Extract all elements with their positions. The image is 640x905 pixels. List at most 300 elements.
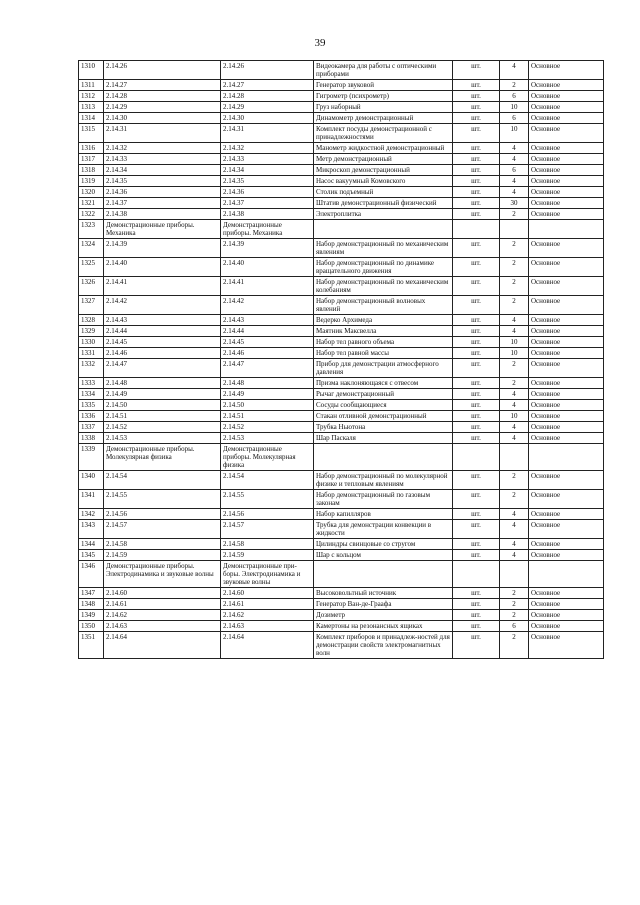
table-row <box>79 599 604 610</box>
type-cell: Основное <box>529 610 604 621</box>
unit-cell: шт. <box>453 113 500 124</box>
unit-cell: шт. <box>453 348 500 359</box>
row-number-cell: 1351 <box>79 632 104 659</box>
row-number-cell: 1328 <box>79 315 104 326</box>
unit-cell <box>453 444 500 471</box>
unit-cell: шт. <box>453 490 500 509</box>
quantity-cell: 2 <box>500 610 529 621</box>
type-cell: Основное <box>529 471 604 490</box>
quantity-cell: 2 <box>500 277 529 296</box>
code-cell: 2.14.47 <box>104 359 221 378</box>
code-cell: 2.14.29 <box>104 102 221 113</box>
code-dup-cell: 2.14.58 <box>221 539 314 550</box>
row-number-cell: 1325 <box>79 258 104 277</box>
table-row <box>79 143 604 154</box>
item-name-cell: Трубка Ньютона <box>314 422 453 433</box>
quantity-cell: 2 <box>500 471 529 490</box>
row-number-cell: 1322 <box>79 209 104 220</box>
item-name-cell: Набор демонстрационный волновых явлений <box>314 296 453 315</box>
item-name-cell: Маятник Максвелла <box>314 326 453 337</box>
row-number-cell: 1310 <box>79 61 104 80</box>
quantity-cell: 30 <box>500 198 529 209</box>
table-row <box>79 337 604 348</box>
table-row <box>79 378 604 389</box>
code-dup-cell: 2.14.47 <box>221 359 314 378</box>
quantity-cell: 2 <box>500 599 529 610</box>
code-cell: 2.14.46 <box>104 348 221 359</box>
type-cell: Основное <box>529 277 604 296</box>
row-number-cell: 1344 <box>79 539 104 550</box>
quantity-cell: 4 <box>500 315 529 326</box>
row-number-cell: 1330 <box>79 337 104 348</box>
table-row <box>79 209 604 220</box>
item-name-cell: Комплект приборов и принадлеж-ностей для демонстрации свойств электромагнитных волн <box>314 632 453 659</box>
unit-cell: шт. <box>453 378 500 389</box>
unit-cell: шт. <box>453 610 500 621</box>
type-cell <box>529 561 604 588</box>
code-dup-cell: 2.14.55 <box>221 490 314 509</box>
table-row <box>79 433 604 444</box>
table-row <box>79 444 604 471</box>
unit-cell: шт. <box>453 599 500 610</box>
unit-cell: шт. <box>453 621 500 632</box>
row-number-cell: 1349 <box>79 610 104 621</box>
item-name-cell: Набор демонстрационный по динамике вращательного движения <box>314 258 453 277</box>
table-row <box>79 124 604 143</box>
quantity-cell: 10 <box>500 348 529 359</box>
unit-cell: шт. <box>453 143 500 154</box>
unit-cell <box>453 561 500 588</box>
row-number-cell: 1334 <box>79 389 104 400</box>
quantity-cell: 2 <box>500 239 529 258</box>
type-cell: Основное <box>529 621 604 632</box>
code-cell: 2.14.44 <box>104 326 221 337</box>
quantity-cell: 2 <box>500 632 529 659</box>
code-dup-cell: 2.14.40 <box>221 258 314 277</box>
item-name-cell: Набор тел равной массы <box>314 348 453 359</box>
type-cell: Основное <box>529 599 604 610</box>
table-row <box>79 61 604 80</box>
table-row <box>79 588 604 599</box>
code-dup-cell: 2.14.54 <box>221 471 314 490</box>
code-dup-cell: 2.14.42 <box>221 296 314 315</box>
row-number-cell: 1331 <box>79 348 104 359</box>
item-name-cell: Набор капилляров <box>314 509 453 520</box>
table-row <box>79 277 604 296</box>
type-cell: Основное <box>529 187 604 198</box>
type-cell: Основное <box>529 198 604 209</box>
table-row <box>79 632 604 659</box>
type-cell: Основное <box>529 165 604 176</box>
code-dup-cell: 2.14.28 <box>221 91 314 102</box>
quantity-cell: 4 <box>500 143 529 154</box>
item-name-cell: Прибор для демонстрации атмосферного давления <box>314 359 453 378</box>
code-cell: 2.14.27 <box>104 80 221 91</box>
unit-cell: шт. <box>453 209 500 220</box>
code-dup-cell: 2.14.33 <box>221 154 314 165</box>
type-cell: Основное <box>529 632 604 659</box>
quantity-cell: 4 <box>500 433 529 444</box>
code-dup-cell: 2.14.29 <box>221 102 314 113</box>
code-cell: Демонстрационные приборы. Электродинамика и звуковые волны <box>104 561 221 588</box>
item-name-cell: Шар Паскаля <box>314 433 453 444</box>
row-number-cell: 1337 <box>79 422 104 433</box>
unit-cell: шт. <box>453 520 500 539</box>
code-cell: 2.14.34 <box>104 165 221 176</box>
table-body <box>79 61 604 659</box>
unit-cell: шт. <box>453 400 500 411</box>
code-cell: 2.14.28 <box>104 91 221 102</box>
unit-cell: шт. <box>453 124 500 143</box>
row-number-cell: 1311 <box>79 80 104 91</box>
code-dup-cell: 2.14.60 <box>221 588 314 599</box>
table-row <box>79 102 604 113</box>
type-cell: Основное <box>529 239 604 258</box>
item-name-cell: Дозиметр <box>314 610 453 621</box>
code-dup-cell: 2.14.37 <box>221 198 314 209</box>
row-number-cell: 1345 <box>79 550 104 561</box>
quantity-cell: 2 <box>500 80 529 91</box>
row-number-cell: 1315 <box>79 124 104 143</box>
code-cell: 2.14.40 <box>104 258 221 277</box>
quantity-cell: 10 <box>500 337 529 348</box>
type-cell: Основное <box>529 389 604 400</box>
row-number-cell: 1320 <box>79 187 104 198</box>
table-row <box>79 198 604 209</box>
unit-cell: шт. <box>453 80 500 91</box>
item-name-cell: Генератор звуковой <box>314 80 453 91</box>
code-dup-cell: 2.14.36 <box>221 187 314 198</box>
quantity-cell: 6 <box>500 91 529 102</box>
code-dup-cell: 2.14.32 <box>221 143 314 154</box>
quantity-cell: 2 <box>500 490 529 509</box>
type-cell <box>529 220 604 239</box>
code-dup-cell: 2.14.49 <box>221 389 314 400</box>
type-cell: Основное <box>529 154 604 165</box>
code-cell: Демонстрационные приборы. Механика <box>104 220 221 239</box>
code-dup-cell: 2.14.43 <box>221 315 314 326</box>
code-cell: 2.14.57 <box>104 520 221 539</box>
table-row <box>79 471 604 490</box>
unit-cell: шт. <box>453 61 500 80</box>
type-cell: Основное <box>529 588 604 599</box>
item-name-cell <box>314 220 453 239</box>
code-dup-cell: 2.14.41 <box>221 277 314 296</box>
code-cell: 2.14.48 <box>104 378 221 389</box>
code-cell: 2.14.26 <box>104 61 221 80</box>
table-row <box>79 610 604 621</box>
quantity-cell: 4 <box>500 389 529 400</box>
code-dup-cell: Демонстрационные приборы. Механика <box>221 220 314 239</box>
unit-cell: шт. <box>453 239 500 258</box>
type-cell: Основное <box>529 258 604 277</box>
quantity-cell: 2 <box>500 209 529 220</box>
unit-cell: шт. <box>453 422 500 433</box>
code-dup-cell: 2.14.34 <box>221 165 314 176</box>
code-cell: 2.14.54 <box>104 471 221 490</box>
quantity-cell: 4 <box>500 539 529 550</box>
code-cell: 2.14.50 <box>104 400 221 411</box>
code-cell: 2.14.63 <box>104 621 221 632</box>
unit-cell: шт. <box>453 539 500 550</box>
item-name-cell: Штатив демонстрационный физический <box>314 198 453 209</box>
type-cell: Основное <box>529 124 604 143</box>
code-dup-cell: 2.14.45 <box>221 337 314 348</box>
quantity-cell: 2 <box>500 296 529 315</box>
item-name-cell: Шар с кольцом <box>314 550 453 561</box>
table-row <box>79 80 604 91</box>
code-cell: 2.14.39 <box>104 239 221 258</box>
table-row <box>79 509 604 520</box>
item-name-cell: Ведерко Архимеда <box>314 315 453 326</box>
code-dup-cell: Демонстрационные при-боры. Электродинамика и звуковые волны <box>221 561 314 588</box>
quantity-cell: 4 <box>500 326 529 337</box>
unit-cell: шт. <box>453 176 500 187</box>
row-number-cell: 1317 <box>79 154 104 165</box>
type-cell: Основное <box>529 176 604 187</box>
type-cell: Основное <box>529 411 604 422</box>
type-cell: Основное <box>529 337 604 348</box>
code-cell: 2.14.58 <box>104 539 221 550</box>
table-row <box>79 359 604 378</box>
row-number-cell: 1313 <box>79 102 104 113</box>
row-number-cell: 1350 <box>79 621 104 632</box>
row-number-cell: 1339 <box>79 444 104 471</box>
code-dup-cell: 2.14.26 <box>221 61 314 80</box>
type-cell: Основное <box>529 102 604 113</box>
code-dup-cell: 2.14.64 <box>221 632 314 659</box>
type-cell: Основное <box>529 520 604 539</box>
code-dup-cell: 2.14.62 <box>221 610 314 621</box>
code-dup-cell: 2.14.39 <box>221 239 314 258</box>
table-row <box>79 239 604 258</box>
row-number-cell: 1318 <box>79 165 104 176</box>
table-row <box>79 520 604 539</box>
type-cell: Основное <box>529 539 604 550</box>
table-row <box>79 296 604 315</box>
type-cell: Основное <box>529 509 604 520</box>
row-number-cell: 1314 <box>79 113 104 124</box>
unit-cell: шт. <box>453 433 500 444</box>
item-name-cell: Трубка для демонстрации конвекции в жидкости <box>314 520 453 539</box>
quantity-cell: 2 <box>500 588 529 599</box>
code-cell: 2.14.33 <box>104 154 221 165</box>
table-row <box>79 389 604 400</box>
row-number-cell: 1326 <box>79 277 104 296</box>
type-cell: Основное <box>529 209 604 220</box>
equipment-table <box>78 60 604 659</box>
table-row <box>79 315 604 326</box>
unit-cell: шт. <box>453 165 500 176</box>
code-dup-cell: 2.14.53 <box>221 433 314 444</box>
row-number-cell: 1346 <box>79 561 104 588</box>
quantity-cell: 10 <box>500 102 529 113</box>
unit-cell: шт. <box>453 198 500 209</box>
item-name-cell: Стакан отливной демонстрационный <box>314 411 453 422</box>
type-cell: Основное <box>529 400 604 411</box>
quantity-cell: 6 <box>500 113 529 124</box>
code-dup-cell: Демонстрационные приборы. Молекулярная физика <box>221 444 314 471</box>
row-number-cell: 1329 <box>79 326 104 337</box>
row-number-cell: 1340 <box>79 471 104 490</box>
code-cell: 2.14.45 <box>104 337 221 348</box>
unit-cell: шт. <box>453 102 500 113</box>
row-number-cell: 1348 <box>79 599 104 610</box>
type-cell: Основное <box>529 378 604 389</box>
code-cell: 2.14.60 <box>104 588 221 599</box>
table-row <box>79 561 604 588</box>
page-number: 39 <box>314 37 326 49</box>
row-number-cell: 1338 <box>79 433 104 444</box>
code-dup-cell: 2.14.61 <box>221 599 314 610</box>
table-row <box>79 550 604 561</box>
code-dup-cell: 2.14.35 <box>221 176 314 187</box>
code-dup-cell: 2.14.57 <box>221 520 314 539</box>
code-cell: 2.14.56 <box>104 509 221 520</box>
table-row <box>79 539 604 550</box>
quantity-cell: 4 <box>500 400 529 411</box>
row-number-cell: 1316 <box>79 143 104 154</box>
type-cell <box>529 444 604 471</box>
type-cell: Основное <box>529 296 604 315</box>
code-cell: 2.14.37 <box>104 198 221 209</box>
quantity-cell: 2 <box>500 258 529 277</box>
code-cell: 2.14.31 <box>104 124 221 143</box>
code-dup-cell: 2.14.44 <box>221 326 314 337</box>
row-number-cell: 1319 <box>79 176 104 187</box>
code-cell: 2.14.32 <box>104 143 221 154</box>
quantity-cell: 4 <box>500 509 529 520</box>
item-name-cell: Набор тел равного объема <box>314 337 453 348</box>
item-name-cell: Насос вакуумный Комовского <box>314 176 453 187</box>
code-cell: 2.14.51 <box>104 411 221 422</box>
quantity-cell <box>500 220 529 239</box>
unit-cell: шт. <box>453 296 500 315</box>
item-name-cell <box>314 444 453 471</box>
type-cell: Основное <box>529 550 604 561</box>
type-cell: Основное <box>529 490 604 509</box>
item-name-cell: Электроплитка <box>314 209 453 220</box>
unit-cell <box>453 220 500 239</box>
quantity-cell: 10 <box>500 124 529 143</box>
row-number-cell: 1341 <box>79 490 104 509</box>
table-row <box>79 490 604 509</box>
code-cell: 2.14.62 <box>104 610 221 621</box>
row-number-cell: 1333 <box>79 378 104 389</box>
row-number-cell: 1324 <box>79 239 104 258</box>
unit-cell: шт. <box>453 277 500 296</box>
code-cell: 2.14.36 <box>104 187 221 198</box>
row-number-cell: 1327 <box>79 296 104 315</box>
type-cell: Основное <box>529 80 604 91</box>
item-name-cell: Сосуды сообщающиеся <box>314 400 453 411</box>
unit-cell: шт. <box>453 315 500 326</box>
item-name-cell: Столик подъемный <box>314 187 453 198</box>
code-dup-cell: 2.14.51 <box>221 411 314 422</box>
code-cell: 2.14.55 <box>104 490 221 509</box>
quantity-cell: 4 <box>500 520 529 539</box>
table-row <box>79 91 604 102</box>
code-dup-cell: 2.14.46 <box>221 348 314 359</box>
item-name-cell: Манометр жидкостной демонстрационный <box>314 143 453 154</box>
unit-cell: шт. <box>453 550 500 561</box>
table-row <box>79 422 604 433</box>
item-name-cell: Призма наклоняющаяся с отвесом <box>314 378 453 389</box>
row-number-cell: 1336 <box>79 411 104 422</box>
code-cell: 2.14.30 <box>104 113 221 124</box>
code-cell: 2.14.53 <box>104 433 221 444</box>
code-dup-cell: 2.14.56 <box>221 509 314 520</box>
item-name-cell: Комплект посуды демонстрационной с принадлежностями <box>314 124 453 143</box>
code-cell: 2.14.61 <box>104 599 221 610</box>
code-cell: 2.14.41 <box>104 277 221 296</box>
table-row <box>79 411 604 422</box>
quantity-cell: 4 <box>500 187 529 198</box>
row-number-cell: 1312 <box>79 91 104 102</box>
code-cell: 2.14.52 <box>104 422 221 433</box>
unit-cell: шт. <box>453 632 500 659</box>
unit-cell: шт. <box>453 471 500 490</box>
type-cell: Основное <box>529 91 604 102</box>
item-name-cell: Высоковольтный источник <box>314 588 453 599</box>
item-name-cell: Набор демонстрационный по газовым законам <box>314 490 453 509</box>
code-dup-cell: 2.14.48 <box>221 378 314 389</box>
item-name-cell: Набор демонстрационный по механическим колебаниям <box>314 277 453 296</box>
item-name-cell: Метр демонстрационный <box>314 154 453 165</box>
quantity-cell <box>500 561 529 588</box>
quantity-cell: 6 <box>500 165 529 176</box>
item-name-cell: Камертоны на резонансных ящиках <box>314 621 453 632</box>
type-cell: Основное <box>529 433 604 444</box>
item-name-cell: Набор демонстрационный по механическим явлениям <box>314 239 453 258</box>
code-cell: 2.14.38 <box>104 209 221 220</box>
unit-cell: шт. <box>453 337 500 348</box>
code-cell: 2.14.42 <box>104 296 221 315</box>
quantity-cell: 4 <box>500 550 529 561</box>
code-cell: 2.14.49 <box>104 389 221 400</box>
code-cell: 2.14.64 <box>104 632 221 659</box>
quantity-cell: 4 <box>500 422 529 433</box>
quantity-cell: 2 <box>500 378 529 389</box>
row-number-cell: 1335 <box>79 400 104 411</box>
row-number-cell: 1347 <box>79 588 104 599</box>
type-cell: Основное <box>529 348 604 359</box>
type-cell: Основное <box>529 61 604 80</box>
quantity-cell: 4 <box>500 154 529 165</box>
type-cell: Основное <box>529 113 604 124</box>
code-cell: 2.14.43 <box>104 315 221 326</box>
code-cell: 2.14.35 <box>104 176 221 187</box>
type-cell: Основное <box>529 143 604 154</box>
item-name-cell: Динамометр демонстрационный <box>314 113 453 124</box>
item-name-cell: Микроскоп демонстрационный <box>314 165 453 176</box>
row-number-cell: 1321 <box>79 198 104 209</box>
quantity-cell: 6 <box>500 621 529 632</box>
quantity-cell: 10 <box>500 411 529 422</box>
code-dup-cell: 2.14.52 <box>221 422 314 433</box>
quantity-cell: 2 <box>500 359 529 378</box>
table-row <box>79 400 604 411</box>
item-name-cell: Рычаг демонстрационный <box>314 389 453 400</box>
item-name-cell: Генератор Ван-де-Граафа <box>314 599 453 610</box>
unit-cell: шт. <box>453 588 500 599</box>
code-dup-cell: 2.14.38 <box>221 209 314 220</box>
table-row <box>79 176 604 187</box>
table-row <box>79 187 604 198</box>
unit-cell: шт. <box>453 91 500 102</box>
unit-cell: шт. <box>453 411 500 422</box>
unit-cell: шт. <box>453 187 500 198</box>
